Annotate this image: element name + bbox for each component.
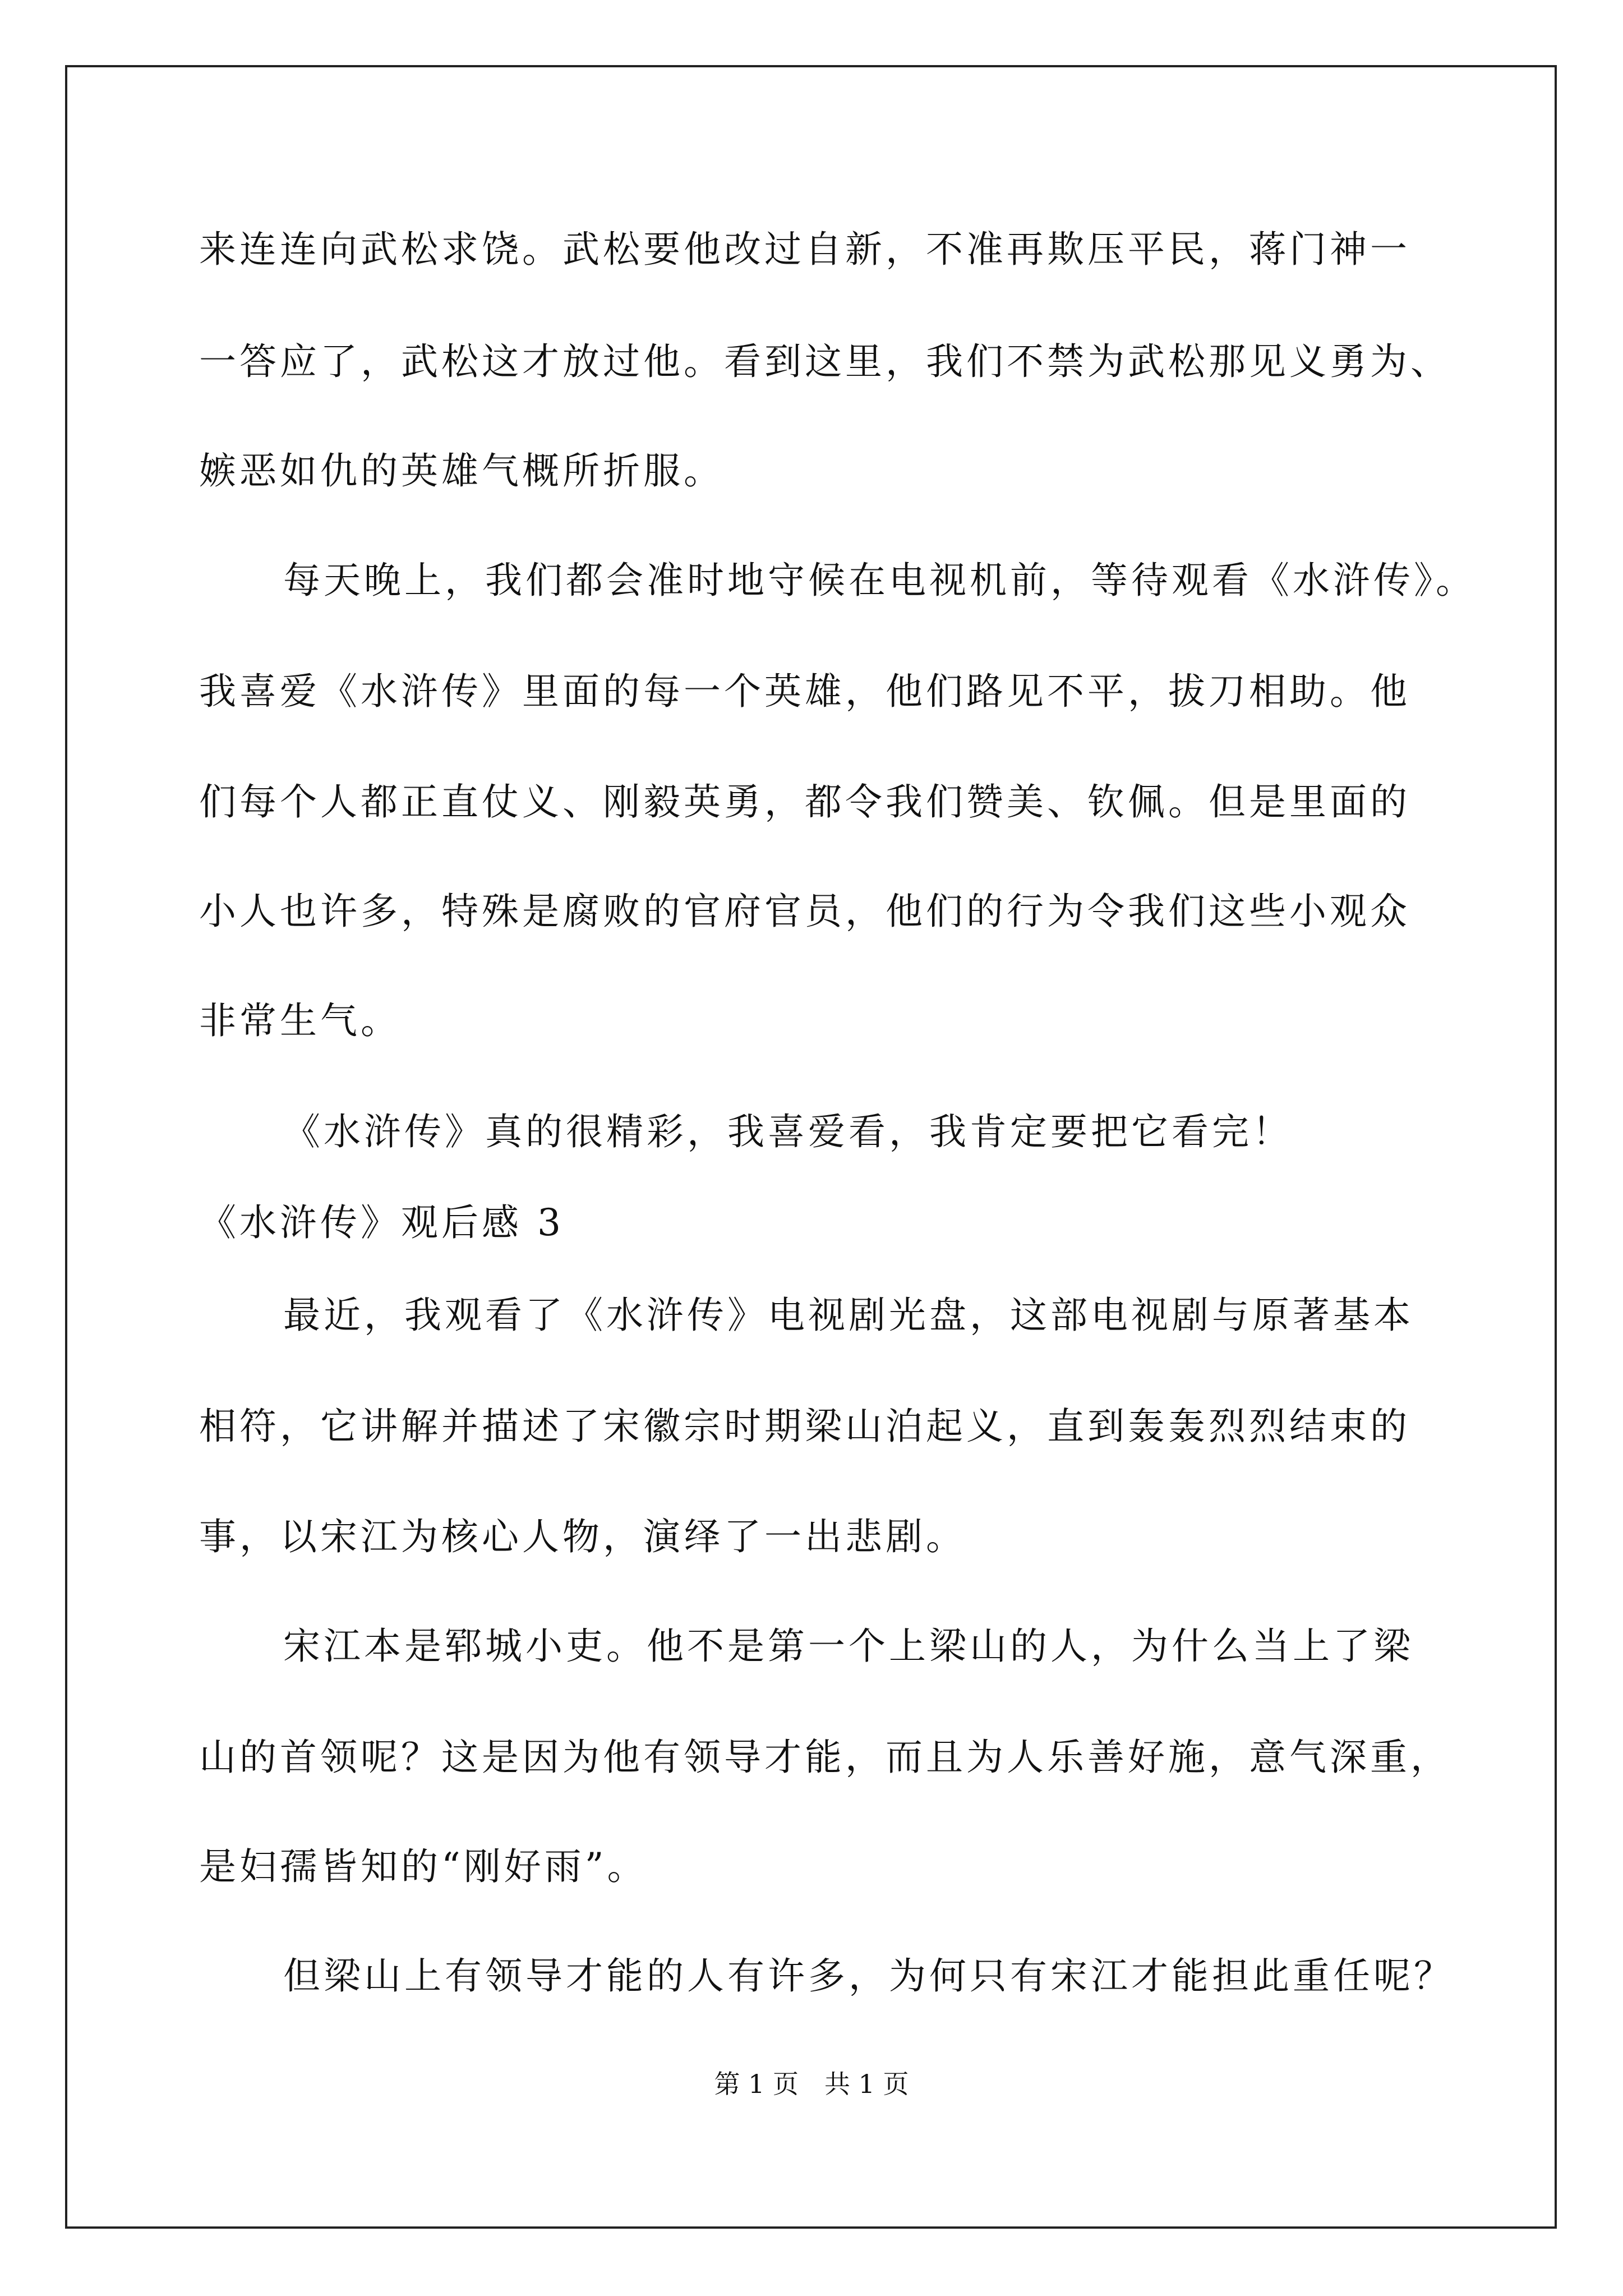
text-line: 相符，它讲解并描述了宋徽宗时期梁山泊起义，直到轰轰烈烈结束的 [199,1405,1410,1448]
text-line: 我喜爱《水浒传》里面的每一个英雄，他们路见不平，拔刀相助。他 [199,670,1410,713]
paragraph-first-line: 但梁山上有领导才能的人有许多，为何只有宋江才能担此重任呢？ [283,1954,1454,1998]
paragraph-first-line: 宋江本是郓城小吏。他不是第一个上梁山的人，为什么当上了梁 [283,1625,1414,1668]
text-line: 山的首领呢？这是因为他有领导才能，而且为人乐善好施，意气深重， [199,1736,1451,1779]
text-line: 是妇孺皆知的“刚好雨”。 [199,1845,648,1888]
text-line: 非常生气。 [199,999,401,1042]
text-line: 们每个人都正直仗义、刚毅英勇，都令我们赞美、钦佩。但是里面的 [199,780,1410,823]
text-line: 来连连向武松求饶。武松要他改过自新，不准再欺压平民，蒋门神一 [199,228,1410,271]
text-line: 嫉恶如仇的英雄气概所折服。 [199,449,724,493]
paragraph-first-line: 《水浒传》真的很精彩，我喜爱看，我肯定要把它看完！ [283,1110,1293,1153]
text-line: 小人也许多，特殊是腐败的官府官员，他们的行为令我们这些小观众 [199,890,1410,933]
page-number-footer: 第 1 页 共 1 页 [714,2069,909,2099]
section-heading: 《水浒传》观后感 3 [199,1201,564,1244]
paragraph-first-line: 每天晚上，我们都会准时地守候在电视机前，等待观看《水浒传》。 [283,559,1476,602]
text-line: 事，以宋江为核心人物，演绎了一出悲剧。 [199,1515,966,1558]
paragraph-first-line: 最近，我观看了《水浒传》电视剧光盘，这部电视剧与原著基本 [283,1294,1414,1337]
text-line: 一答应了，武松这才放过他。看到这里，我们不禁为武松那见义勇为、 [199,340,1451,383]
